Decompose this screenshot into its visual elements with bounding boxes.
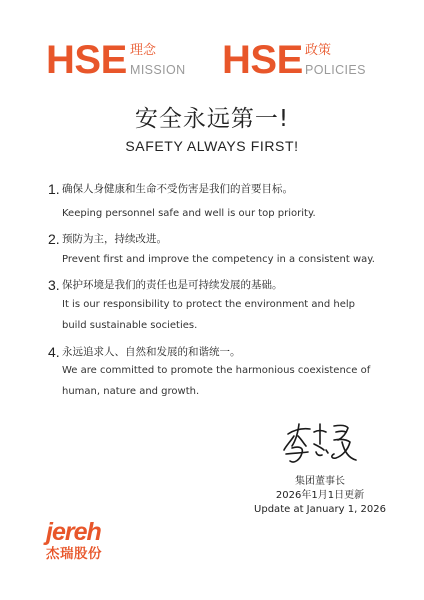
item-number: 1. bbox=[48, 181, 60, 197]
item-number: 4. bbox=[48, 344, 60, 360]
item-text-en: Prevent first and improve the competency in a consistent way. bbox=[62, 254, 375, 265]
item-text-en: Keeping personnel safe and well is our top priority. bbox=[62, 208, 316, 219]
item-text-en: We are committed to promote the harmonious coexistence of human, nature and growth. bbox=[62, 365, 371, 397]
item-number: 2. bbox=[48, 231, 60, 247]
item-text-cn: 确保人身健康和生命不受伤害是我们的首要目标。 bbox=[62, 183, 293, 195]
hse-policies-heading: HSE bbox=[222, 38, 303, 82]
mission-cn-label: 理念 bbox=[130, 43, 157, 58]
signature-date-en: Update at January 1, 2026 bbox=[254, 504, 386, 515]
title-en: SAFETY ALWAYS FIRST! bbox=[125, 138, 299, 154]
hse-mission-heading: HSE bbox=[46, 38, 127, 82]
item-text-cn: 永远追求人、自然和发展的和谐统一。 bbox=[62, 346, 241, 358]
handwritten-signature bbox=[282, 420, 362, 470]
item-text-cn: 保护环境是我们的责任也是可持续发展的基础。 bbox=[62, 279, 283, 291]
signatory-title: 集团董事长 bbox=[295, 476, 345, 487]
jereh-logo-wordmark: jereh bbox=[46, 518, 101, 546]
item-text-en: It is our responsibility to protect the environment and help build sustainable societies. bbox=[62, 299, 356, 331]
item-text-cn: 预防为主，持续改进。 bbox=[62, 233, 167, 245]
jereh-logo-cn: 杰瑞股份 bbox=[46, 546, 102, 562]
mission-en-label: MISSION bbox=[130, 63, 186, 77]
signature-date-cn: 2026年1月1日更新 bbox=[275, 490, 365, 501]
title-cn: 安全永远第一! bbox=[134, 106, 290, 132]
policies-en-label: POLICIES bbox=[305, 63, 366, 77]
item-number: 3. bbox=[48, 277, 60, 293]
policies-cn-label: 政策 bbox=[305, 43, 332, 58]
